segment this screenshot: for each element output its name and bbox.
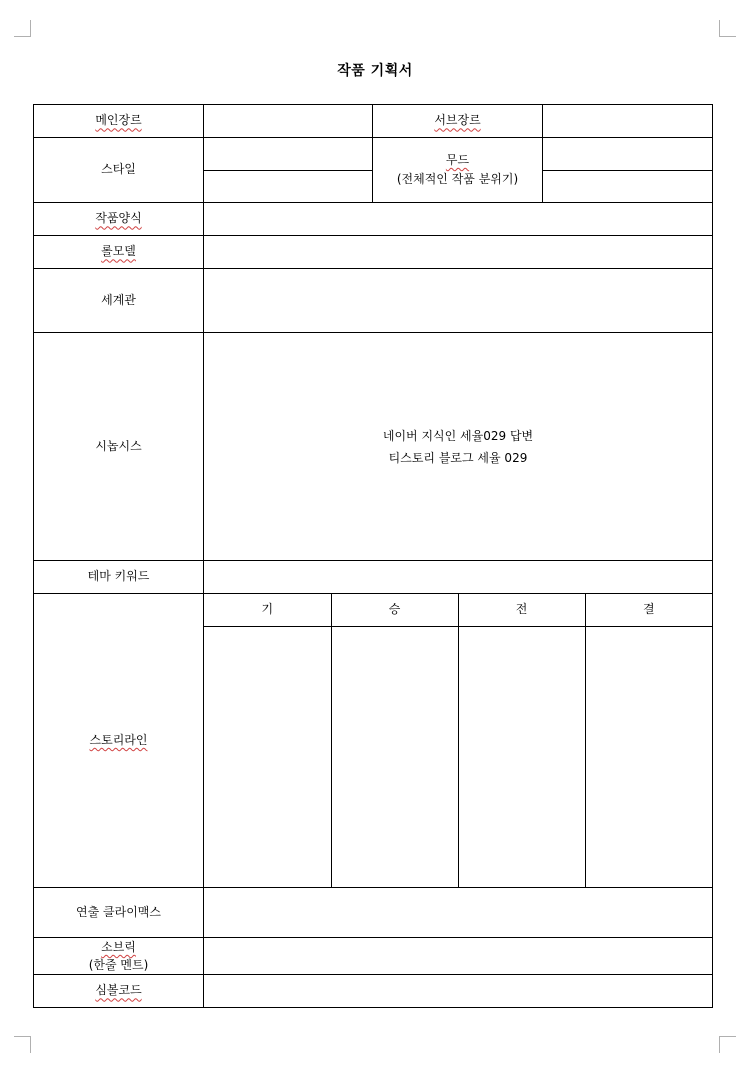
theme-keyword-label: 테마 키워드 — [34, 561, 204, 594]
storyline-cell-gi[interactable] — [204, 626, 331, 887]
direction-climax-label: 연출 클라이맥스 — [34, 888, 204, 938]
synopsis-field[interactable] — [204, 333, 713, 561]
synopsis-line-2: 티스토리 블로그 세율 029 — [388, 450, 528, 465]
symbol-code-field[interactable] — [204, 975, 713, 1008]
document-title: 작품 기획서 — [337, 63, 413, 79]
mood-field-1[interactable] — [543, 138, 712, 170]
crop-mark-bottom-right — [719, 1036, 736, 1053]
sublic-field[interactable] — [204, 938, 713, 975]
mood-field-2[interactable] — [543, 170, 712, 202]
role-model-field[interactable] — [204, 236, 713, 269]
storyline-header-gi: 기 — [204, 594, 331, 626]
crop-mark-top-left — [14, 20, 31, 37]
direction-climax-field[interactable] — [204, 888, 713, 938]
storyline-header-seung: 승 — [331, 594, 458, 626]
symbol-code-label: 심볼코드 — [34, 975, 204, 1008]
storyline-grid — [204, 594, 713, 888]
style-field-1[interactable] — [204, 138, 372, 170]
style-fields — [204, 138, 373, 203]
synopsis-line-1: 네이버 지식인 세율029 답변 — [382, 428, 534, 443]
synopsis-label: 시놉시스 — [34, 333, 204, 561]
storyline-label: 스토리라인 — [34, 594, 204, 888]
sublic-label: 소브릭 (한줄 멘트) — [34, 938, 204, 975]
mood-label: 무드 (전체적인 작품 분위기) — [373, 138, 543, 203]
storyline-header-gyeol: 결 — [585, 594, 712, 626]
crop-mark-bottom-left — [14, 1036, 31, 1053]
crop-mark-top-right — [719, 20, 736, 37]
format-label: 작품양식 — [34, 203, 204, 236]
storyline-cell-jeon[interactable] — [458, 626, 585, 887]
sub-genre-field[interactable] — [543, 105, 713, 138]
worldview-label: 세계관 — [34, 269, 204, 333]
storyline-cell-seung[interactable] — [331, 626, 458, 887]
storyline-header-jeon: 전 — [458, 594, 585, 626]
worldview-field[interactable] — [204, 269, 713, 333]
style-label: 스타일 — [34, 138, 204, 203]
role-model-label: 롤모델 — [34, 236, 204, 269]
mood-fields — [543, 138, 713, 203]
style-field-2[interactable] — [204, 170, 372, 202]
storyline-cell-gyeol[interactable] — [585, 626, 712, 887]
planning-form-table — [33, 104, 713, 1008]
format-field[interactable] — [204, 203, 713, 236]
main-genre-field[interactable] — [204, 105, 373, 138]
theme-keyword-field[interactable] — [204, 561, 713, 594]
main-genre-label: 메인장르 — [34, 105, 204, 138]
sub-genre-label: 서브장르 — [373, 105, 543, 138]
